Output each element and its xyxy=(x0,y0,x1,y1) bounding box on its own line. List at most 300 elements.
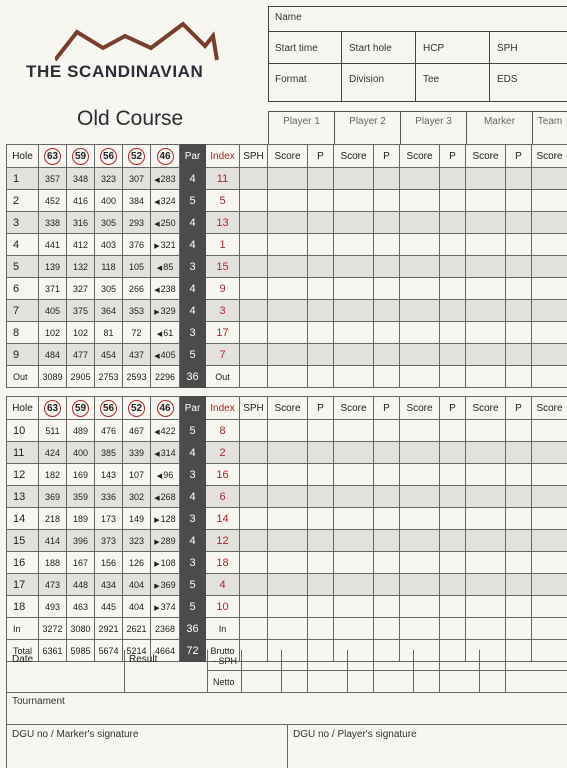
team-score-cell[interactable] xyxy=(532,212,567,234)
distance-value: 85 xyxy=(163,261,174,272)
result-label[interactable]: Result xyxy=(129,654,158,665)
distance-value: 511 xyxy=(45,425,60,436)
points-cell[interactable] xyxy=(506,234,532,256)
score-cell[interactable] xyxy=(268,366,308,388)
course-name: Old Course xyxy=(77,107,184,130)
team-score-cell[interactable] xyxy=(532,322,567,344)
score-cell[interactable] xyxy=(466,256,506,278)
sph-netto-cell[interactable] xyxy=(307,650,347,671)
points-cell[interactable] xyxy=(308,596,334,618)
points-cell[interactable] xyxy=(440,190,466,212)
score-cell[interactable] xyxy=(268,486,308,508)
score-cell[interactable] xyxy=(334,508,374,530)
tee-header xyxy=(95,145,123,168)
tee-distance xyxy=(39,366,67,388)
team-score-cell[interactable] xyxy=(532,574,567,596)
score-cell[interactable] xyxy=(466,190,506,212)
distance-value: 305 xyxy=(100,217,117,228)
hcp-field[interactable]: HCP xyxy=(423,43,445,54)
points-cell[interactable] xyxy=(308,256,334,278)
score-cell[interactable] xyxy=(466,168,506,190)
team-score-cell[interactable] xyxy=(532,618,567,640)
points-cell[interactable] xyxy=(308,366,334,388)
points-cell[interactable] xyxy=(374,344,400,366)
tee-distance xyxy=(67,574,95,596)
score-cell[interactable] xyxy=(334,552,374,574)
sph-field[interactable]: SPH xyxy=(497,43,518,54)
points-cell[interactable] xyxy=(308,190,334,212)
points-cell[interactable] xyxy=(506,190,532,212)
hole-number: 10 xyxy=(7,420,39,442)
score-cell[interactable] xyxy=(334,278,374,300)
score-cell[interactable] xyxy=(268,464,308,486)
score-cell[interactable] xyxy=(400,190,440,212)
points-cell[interactable] xyxy=(374,366,400,388)
score-cell[interactable] xyxy=(334,300,374,322)
points-cell[interactable] xyxy=(506,574,532,596)
score-cell[interactable] xyxy=(334,618,374,640)
sph-cell[interactable] xyxy=(240,300,268,322)
score-cell[interactable] xyxy=(334,574,374,596)
tee-distance xyxy=(123,212,151,234)
sph-cell[interactable] xyxy=(240,234,268,256)
sph-netto-cell[interactable] xyxy=(347,650,373,671)
score-cell[interactable] xyxy=(400,508,440,530)
points-cell[interactable] xyxy=(506,508,532,530)
distance-value: 3080 xyxy=(70,623,91,634)
points-cell[interactable] xyxy=(374,300,400,322)
score-cell[interactable] xyxy=(268,256,308,278)
points-cell[interactable] xyxy=(506,344,532,366)
tee-distance xyxy=(123,234,151,256)
team-score-cell[interactable] xyxy=(532,442,567,464)
stroke-index: 1 xyxy=(206,234,240,256)
points-cell[interactable] xyxy=(506,486,532,508)
points-cell[interactable] xyxy=(506,552,532,574)
points-cell[interactable] xyxy=(440,256,466,278)
score-cell[interactable] xyxy=(334,168,374,190)
points-cell[interactable] xyxy=(374,322,400,344)
points-cell[interactable] xyxy=(440,486,466,508)
team-score-cell[interactable] xyxy=(532,366,567,388)
sph-cell[interactable] xyxy=(240,322,268,344)
sph-cell[interactable] xyxy=(240,256,268,278)
tee-distance xyxy=(123,256,151,278)
sph-cell[interactable] xyxy=(240,190,268,212)
score-cell[interactable] xyxy=(334,344,374,366)
points-cell[interactable] xyxy=(440,530,466,552)
score-cell[interactable] xyxy=(334,322,374,344)
tee-distance xyxy=(151,552,180,574)
tee-distance xyxy=(39,442,67,464)
sph-netto-cell[interactable] xyxy=(413,650,439,671)
score-cell[interactable] xyxy=(268,530,308,552)
points-cell[interactable] xyxy=(506,442,532,464)
sph-cell[interactable] xyxy=(240,278,268,300)
distance-value: 357 xyxy=(44,173,61,184)
points-cell[interactable] xyxy=(440,366,466,388)
score-cell[interactable] xyxy=(466,366,506,388)
sph-cell[interactable] xyxy=(240,596,268,618)
score-cell[interactable] xyxy=(466,618,506,640)
sph-cell[interactable] xyxy=(240,464,268,486)
points-cell[interactable] xyxy=(440,300,466,322)
points-cell[interactable] xyxy=(440,322,466,344)
score-cell[interactable] xyxy=(334,366,374,388)
start-hole-field[interactable]: Start hole xyxy=(349,43,392,54)
sph-netto-cell[interactable] xyxy=(347,671,373,692)
sph-netto-cell[interactable] xyxy=(505,650,541,671)
points-cell[interactable] xyxy=(308,442,334,464)
date-label[interactable]: Date xyxy=(12,654,34,665)
points-cell[interactable] xyxy=(374,278,400,300)
points-cell[interactable] xyxy=(374,596,400,618)
points-cell[interactable] xyxy=(374,190,400,212)
score-cell[interactable] xyxy=(268,322,308,344)
points-cell[interactable] xyxy=(440,552,466,574)
tee-distance xyxy=(95,508,123,530)
score-cell[interactable] xyxy=(466,596,506,618)
points-cell[interactable] xyxy=(506,168,532,190)
hole-row xyxy=(7,464,567,486)
sph-netto-cell[interactable] xyxy=(373,650,413,671)
distance-value: 238 xyxy=(160,283,176,294)
team-score-cell[interactable] xyxy=(532,486,567,508)
team-score-cell[interactable] xyxy=(532,168,567,190)
distance-value: 149 xyxy=(128,513,145,524)
points-cell[interactable] xyxy=(374,256,400,278)
points-cell[interactable] xyxy=(440,442,466,464)
sph-netto-cell[interactable] xyxy=(307,671,347,692)
distance-value: 338 xyxy=(44,217,61,228)
points-cell[interactable] xyxy=(440,574,466,596)
score-cell[interactable] xyxy=(466,442,506,464)
points-cell[interactable] xyxy=(506,596,532,618)
tee-distance xyxy=(123,168,151,190)
points-cell[interactable] xyxy=(308,278,334,300)
sph-cell[interactable] xyxy=(240,552,268,574)
distance-value: 376 xyxy=(128,239,145,250)
sph-cell[interactable] xyxy=(240,486,268,508)
score-cell[interactable] xyxy=(268,596,308,618)
score-cell[interactable] xyxy=(466,278,506,300)
sph-netto-cell[interactable] xyxy=(479,650,505,671)
team-score-cell[interactable] xyxy=(532,256,567,278)
player-signature-field[interactable]: DGU no / Player's signature xyxy=(293,729,417,740)
score-cell[interactable] xyxy=(334,464,374,486)
score-cell[interactable] xyxy=(466,420,506,442)
score-cell[interactable] xyxy=(400,464,440,486)
score-cell[interactable] xyxy=(466,322,506,344)
score-cell[interactable] xyxy=(400,596,440,618)
score-cell[interactable] xyxy=(400,618,440,640)
points-cell[interactable] xyxy=(308,508,334,530)
points-cell[interactable] xyxy=(440,212,466,234)
score-cell[interactable] xyxy=(466,300,506,322)
score-cell[interactable] xyxy=(268,234,308,256)
hole-row xyxy=(7,256,567,278)
sph-netto-cell[interactable] xyxy=(373,671,413,692)
team-score-cell[interactable] xyxy=(532,596,567,618)
tee-distance xyxy=(123,366,151,388)
score-cell[interactable] xyxy=(400,420,440,442)
points-cell[interactable] xyxy=(440,618,466,640)
score-cell[interactable] xyxy=(268,552,308,574)
team-score-cell[interactable] xyxy=(532,278,567,300)
points-cell[interactable] xyxy=(440,234,466,256)
points-cell[interactable] xyxy=(440,344,466,366)
score-cell[interactable] xyxy=(466,508,506,530)
tee-distance xyxy=(39,486,67,508)
score-cell[interactable] xyxy=(268,508,308,530)
score-cell[interactable] xyxy=(334,190,374,212)
points-cell[interactable] xyxy=(374,420,400,442)
score-cell[interactable] xyxy=(400,278,440,300)
score-cell[interactable] xyxy=(400,552,440,574)
points-cell[interactable] xyxy=(308,300,334,322)
sph-cell[interactable] xyxy=(240,574,268,596)
player-2-header: Player 2 xyxy=(334,111,400,144)
sph-cell[interactable] xyxy=(240,442,268,464)
sph-netto-cell[interactable] xyxy=(439,650,479,671)
points-cell[interactable] xyxy=(440,596,466,618)
team-score-cell[interactable] xyxy=(532,508,567,530)
score-header: Score xyxy=(466,397,506,420)
team-score-cell[interactable] xyxy=(532,552,567,574)
sph-netto-cell[interactable] xyxy=(241,650,281,671)
score-cell[interactable] xyxy=(334,486,374,508)
format-field[interactable]: Format xyxy=(275,74,307,85)
score-cell[interactable] xyxy=(466,212,506,234)
distance-value: 476 xyxy=(100,425,117,436)
score-cell[interactable] xyxy=(334,530,374,552)
distance-value: 405 xyxy=(160,349,176,360)
score-cell[interactable] xyxy=(268,442,308,464)
score-cell[interactable] xyxy=(268,420,308,442)
tee-field[interactable]: Tee xyxy=(423,74,440,85)
points-cell[interactable] xyxy=(308,530,334,552)
points-cell[interactable] xyxy=(506,322,532,344)
team-score-cell[interactable] xyxy=(532,234,567,256)
eds-field[interactable]: EDS xyxy=(497,74,518,85)
score-cell[interactable] xyxy=(334,442,374,464)
points-cell[interactable] xyxy=(374,530,400,552)
distance-value: 403 xyxy=(100,239,117,250)
points-cell[interactable] xyxy=(308,344,334,366)
points-cell[interactable] xyxy=(506,530,532,552)
hole-row xyxy=(7,530,567,552)
score-cell[interactable] xyxy=(400,168,440,190)
distance-value: 302 xyxy=(128,491,145,502)
points-cell[interactable] xyxy=(374,234,400,256)
sph-cell[interactable] xyxy=(240,366,268,388)
points-cell[interactable] xyxy=(440,278,466,300)
tee-distance xyxy=(67,442,95,464)
points-cell[interactable] xyxy=(374,574,400,596)
sph-netto-cell[interactable] xyxy=(281,650,307,671)
score-cell[interactable] xyxy=(400,574,440,596)
division-field[interactable]: Division xyxy=(349,74,385,85)
score-cell[interactable] xyxy=(268,212,308,234)
points-cell[interactable] xyxy=(506,464,532,486)
team-score-cell[interactable] xyxy=(532,190,567,212)
hole-row xyxy=(7,344,567,366)
triangle-right-icon: ▶ xyxy=(154,604,160,612)
score-cell[interactable] xyxy=(400,212,440,234)
sph-netto-cell[interactable] xyxy=(505,671,541,692)
score-cell[interactable] xyxy=(268,190,308,212)
tee-distance xyxy=(95,486,123,508)
points-cell[interactable] xyxy=(308,234,334,256)
score-cell[interactable] xyxy=(334,234,374,256)
sph-netto-cell[interactable] xyxy=(413,671,439,692)
points-cell[interactable] xyxy=(308,618,334,640)
score-cell[interactable] xyxy=(400,486,440,508)
sph-cell[interactable] xyxy=(240,530,268,552)
tee-distance xyxy=(151,574,180,596)
score-cell[interactable] xyxy=(400,256,440,278)
team-score-cell[interactable] xyxy=(532,420,567,442)
points-cell[interactable] xyxy=(374,552,400,574)
score-cell[interactable] xyxy=(466,552,506,574)
points-cell[interactable] xyxy=(506,256,532,278)
points-cell[interactable] xyxy=(506,618,532,640)
score-cell[interactable] xyxy=(400,530,440,552)
marker-signature-field[interactable]: DGU no / Marker's signature xyxy=(12,729,139,740)
team-score-cell[interactable] xyxy=(532,344,567,366)
points-cell[interactable] xyxy=(308,552,334,574)
score-cell[interactable] xyxy=(466,464,506,486)
score-cell[interactable] xyxy=(466,574,506,596)
distance-value: 266 xyxy=(128,283,145,294)
team-score-cell[interactable] xyxy=(532,530,567,552)
tee-circle-icon: 56 xyxy=(100,400,117,417)
stroke-index: 3 xyxy=(206,300,240,322)
sph-netto-cell[interactable] xyxy=(479,671,505,692)
points-cell[interactable] xyxy=(440,508,466,530)
points-cell[interactable] xyxy=(440,168,466,190)
start-time-field[interactable]: Start time xyxy=(275,43,318,54)
points-header: P xyxy=(374,145,400,168)
points-cell[interactable] xyxy=(308,486,334,508)
points-cell[interactable] xyxy=(308,420,334,442)
score-cell[interactable] xyxy=(268,278,308,300)
points-cell[interactable] xyxy=(308,322,334,344)
points-cell[interactable] xyxy=(374,212,400,234)
points-cell[interactable] xyxy=(308,168,334,190)
tee-distance xyxy=(123,300,151,322)
distance-value: 2368 xyxy=(154,623,176,634)
sph-netto-cell[interactable] xyxy=(241,671,281,692)
tee-distance xyxy=(95,442,123,464)
score-cell[interactable] xyxy=(400,344,440,366)
points-cell[interactable] xyxy=(374,442,400,464)
distance-value: 384 xyxy=(128,195,145,206)
name-field[interactable]: Name xyxy=(275,12,302,23)
distance-value: 108 xyxy=(160,557,176,568)
points-cell[interactable] xyxy=(308,464,334,486)
points-cell[interactable] xyxy=(506,420,532,442)
stroke-index: 4 xyxy=(206,574,240,596)
tournament-row[interactable] xyxy=(6,692,567,725)
points-cell[interactable] xyxy=(308,212,334,234)
points-header: P xyxy=(308,397,334,420)
tee-distance xyxy=(67,234,95,256)
team-score-cell[interactable] xyxy=(532,300,567,322)
score-cell[interactable] xyxy=(334,420,374,442)
score-cell[interactable] xyxy=(334,596,374,618)
points-cell[interactable] xyxy=(308,574,334,596)
tee-distance xyxy=(151,366,180,388)
sph-cell[interactable] xyxy=(240,168,268,190)
points-cell[interactable] xyxy=(374,486,400,508)
distance-value: 305 xyxy=(100,283,117,294)
score-cell[interactable] xyxy=(400,442,440,464)
sph-cell[interactable] xyxy=(240,212,268,234)
score-cell[interactable] xyxy=(334,212,374,234)
tee-distance xyxy=(151,486,180,508)
points-cell[interactable] xyxy=(440,420,466,442)
par-value: 4 xyxy=(180,486,206,508)
score-cell[interactable] xyxy=(400,234,440,256)
score-cell[interactable] xyxy=(466,234,506,256)
points-cell[interactable] xyxy=(440,464,466,486)
distance-value: 324 xyxy=(160,195,176,206)
distance-value: 493 xyxy=(44,601,61,612)
tee-distance xyxy=(151,618,180,640)
score-cell[interactable] xyxy=(268,168,308,190)
team-score-cell[interactable] xyxy=(532,464,567,486)
score-cell[interactable] xyxy=(400,366,440,388)
distance-value: 102 xyxy=(44,327,61,338)
hole-number: 18 xyxy=(7,596,39,618)
points-cell[interactable] xyxy=(374,508,400,530)
points-cell[interactable] xyxy=(506,212,532,234)
points-cell[interactable] xyxy=(374,168,400,190)
score-cell[interactable] xyxy=(268,618,308,640)
distance-value: 5985 xyxy=(70,645,91,656)
tee-header xyxy=(39,397,67,420)
distance-value: 169 xyxy=(72,469,89,480)
points-cell[interactable] xyxy=(506,366,532,388)
sph-cell[interactable] xyxy=(240,508,268,530)
stroke-index: 6 xyxy=(206,486,240,508)
score-cell[interactable] xyxy=(466,344,506,366)
score-cell[interactable] xyxy=(268,574,308,596)
sph-netto-cell[interactable] xyxy=(281,671,307,692)
score-cell[interactable] xyxy=(466,530,506,552)
distance-value: 105 xyxy=(128,261,145,272)
score-cell[interactable] xyxy=(334,256,374,278)
score-cell[interactable] xyxy=(400,300,440,322)
points-cell[interactable] xyxy=(506,300,532,322)
score-cell[interactable] xyxy=(268,300,308,322)
tee-distance xyxy=(39,168,67,190)
sph-netto-cell[interactable] xyxy=(439,671,479,692)
points-header: P xyxy=(308,145,334,168)
score-cell[interactable] xyxy=(400,322,440,344)
hole-header: Hole xyxy=(7,145,39,168)
sph-cell[interactable] xyxy=(240,420,268,442)
points-cell[interactable] xyxy=(374,464,400,486)
sph-cell[interactable] xyxy=(240,344,268,366)
points-cell[interactable] xyxy=(506,278,532,300)
sph-cell[interactable] xyxy=(240,618,268,640)
distance-value: 96 xyxy=(163,469,174,480)
score-cell[interactable] xyxy=(466,486,506,508)
points-cell[interactable] xyxy=(374,618,400,640)
score-cell[interactable] xyxy=(268,344,308,366)
